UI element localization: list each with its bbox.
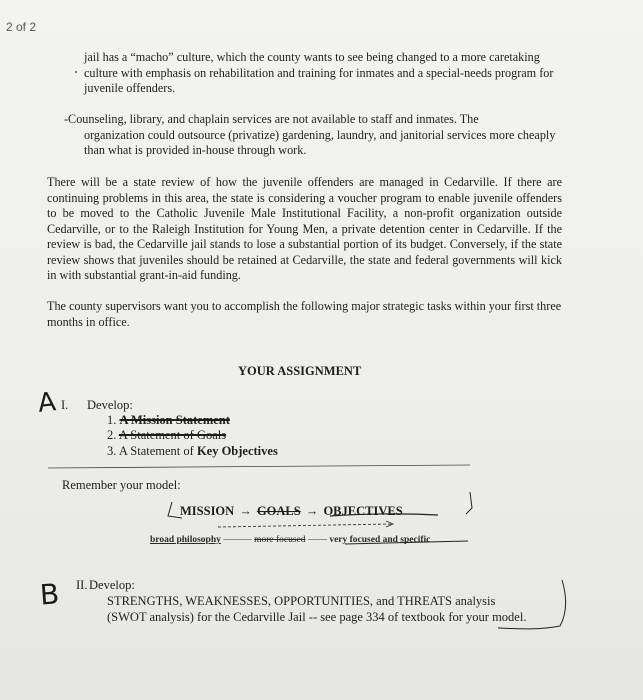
counseling-first-line: -Counseling, library, and chaplain services are not available to staff and inmates. The [64,112,479,126]
model-mission: MISSION [180,504,235,518]
counseling-continuation: organization could outsource (privatize) gardening, laundry, and janitorial services more cheaply than what is provided in-house through work. [84,127,556,157]
item-text-bold: Key Objectives [196,444,278,458]
scale-more-focused: more focused [254,535,306,545]
list-item-key-objectives [107,444,278,459]
dashed-arrow [218,524,392,527]
assignment-heading: YOUR ASSIGNMENT [238,364,362,378]
section1-number: I. [61,398,69,412]
model-bracket-right [466,492,472,514]
paragraph-counseling [64,112,564,159]
item-text: A Statement of Goals [118,428,227,442]
swot-line-2: (SWOT analysis) for the Cedarville Jail -- see page 334 of textbook for your model. [107,610,527,624]
list-item-mission-statement [107,413,230,428]
scale-very-focused: very focused and specific [329,535,431,545]
page-counter: 2 of 2 [6,20,37,34]
handwritten-a-mark: A [36,387,58,419]
swot-line-1: STRENGTHS, WEAKNESSES, OPPORTUNITIES, and THREATS analysis [107,594,496,608]
handwritten-b-mark: B [38,577,61,612]
paragraph-county-supervisors: The county supervisors want you to accomplish the following major strategic tasks within your first three months in office. [47,299,562,329]
stray-dot [75,71,77,73]
arrow-separator: ——— [223,535,252,545]
section1-label: Develop: [87,398,133,412]
item-text-prefix: A Statement of [118,444,197,458]
arrow-separator: —— [307,535,327,545]
arrow-separator: → [305,504,319,518]
model-hierarchy [180,504,403,519]
dashed-arrow-head [386,521,393,527]
model-objectives: OBJECTIVES [323,504,403,518]
paragraph-jail-culture: jail has a “macho” culture, which the county wants to see being changed to a more caretaking culture with emphasis on rehabilitation and training for inmates and a special-needs program for juvenile offenders. [84,50,554,95]
section2-number: II. [76,578,88,592]
list-item-goals-statement [107,428,226,443]
model-goals: GOALS [256,504,301,518]
section2-label: Develop: [89,578,135,592]
item-number: 3. [107,444,117,458]
rule-line [48,465,470,468]
item-text: A Mission Statement [119,413,230,427]
scale-broad: broad philosophy [150,535,221,545]
focus-scale [150,535,430,545]
remember-model-label: Remember your model: [62,478,181,492]
item-number: 1. [107,413,117,427]
paragraph-state-review: There will be a state review of how the juvenile offenders are managed in Cedarville. If there are continuing problems in this area, the state is considering a voucher program to enable juvenile offenders to be moved to the Catholic Juvenile Male Institutional Facility, a non-profit organization outside Cedarville, or to the Raleigh Institution for Young Men, a private detention center in Cedarville. If the review is bad, the Cedarville jail stands to lose a substantial portion of its budget. Conversely, if the state review shows that juveniles should be retained at Cedarville, the state and federal governments will kick in with substantial grant-in-aid funding. [47,175,562,282]
item-number: 2. [107,428,117,442]
arrow-separator: → [239,504,252,518]
